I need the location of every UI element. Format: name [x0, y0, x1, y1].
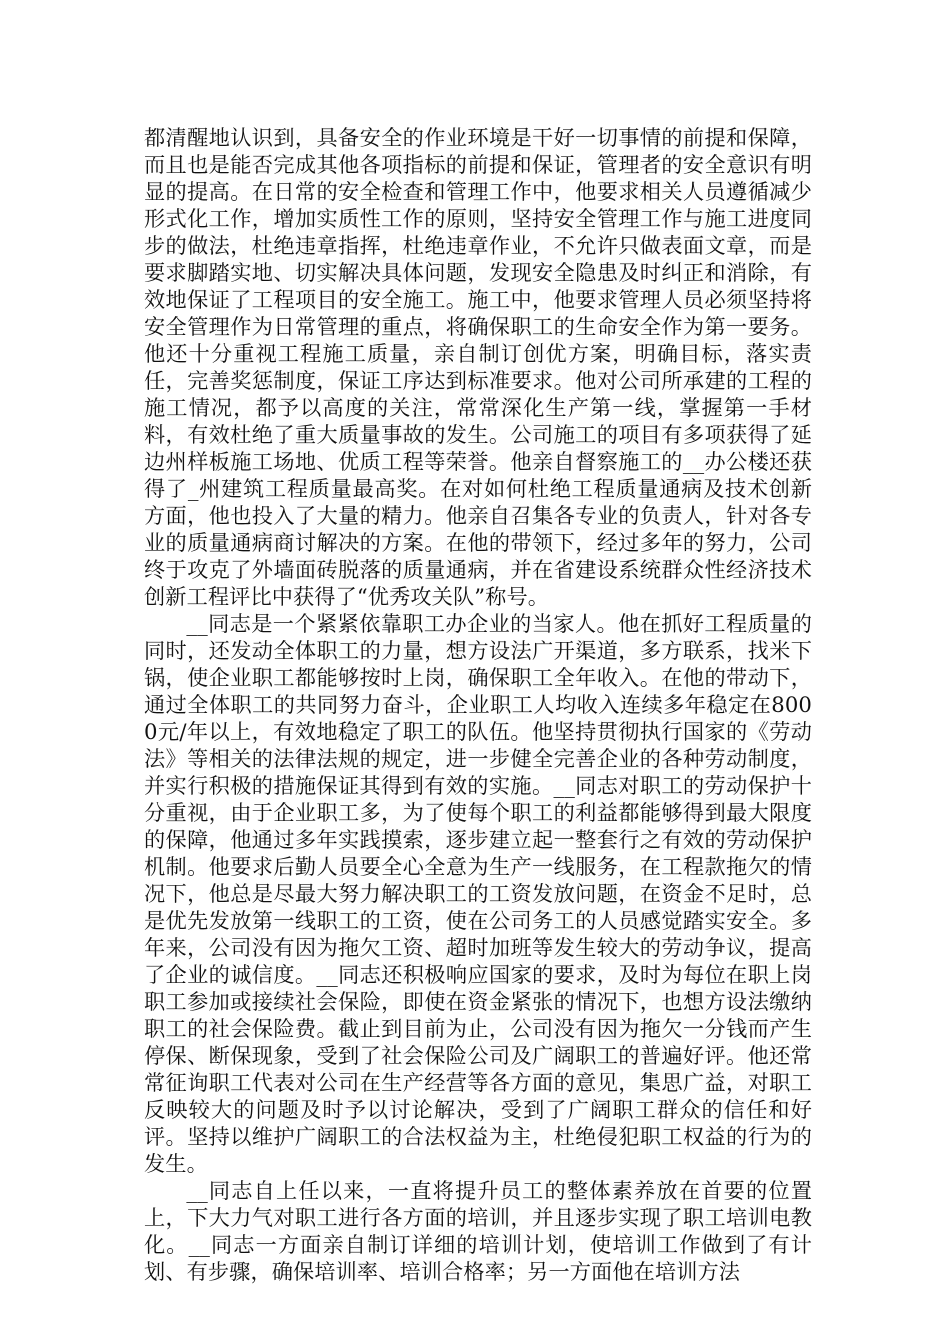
document-body	[144, 124, 812, 1285]
paragraph-training: __同志自上任以来，一直将提升员工的整体素养放在首要的位置上，下大力气对职工进行各方面的培训，并且逐步实现了职工培训电教化。__同志一方面亲自制订详细的培训计划，使培训工作做到了有计划、有步骤，确保培训率、培训合格率；另一方面他在培训方法	[144, 1178, 812, 1284]
paragraph-safety-quality: 都清醒地认识到，具备安全的作业环境是干好一切事情的前提和保障，而且也是能否完成其他各项指标的前提和保证，管理者的安全意识有明显的提高。在日常的安全检查和管理工作中，他要求相关人员遵循减少形式化工作，增加实质性工作的原则，坚持安全管理工作与施工进度同步的做法，杜绝违章指挥，杜绝违章作业，不允许只做表面文章，而是要求脚踏实地、切实解决具体问题，发现安全隐患及时纠正和消除，有效地保证了工程项目的安全施工。施工中，他要求管理人员必须坚持将安全管理作为日常管理的重点，将确保职工的生命安全作为第一要务。他还十分重视工程施工质量，亲自制订创优方案，明确目标，落实责任，完善奖惩制度，保证工序达到标准要求。他对公司所承建的工程的施工情况，都予以高度的关注，常常深化生产第一线，掌握第一手材料，有效杜绝了重大质量事故的发生。公司施工的项目有多项获得了延边州样板施工场地、优质工程等荣誉。他亲自督察施工的__办公楼还获得了_州建筑工程质量最高奖。在对如何杜绝工程质量通病及技术创新方面，他也投入了大量的精力。他亲自召集各专业的负责人，针对各专业的质量通病商讨解决的方案。在他的带领下，经过多年的努力，公司终于攻克了外墙面砖脱落的质量通病，并在省建设系统群众性经济技术创新工程评比中获得了“优秀攻关队”称号。	[144, 125, 812, 609]
paragraph-employee-welfare: __同志是一个紧紧依靠职工办企业的当家人。他在抓好工程质量的同时，还发动全体职工的力量，想方设法广开渠道，多方联系，找米下锅，使企业职工都能够按时上岗，确保职工全年收入。在他的带动下，通过全体职工的共同努力奋斗，企业职工人均收入连续多年稳定在8000元/年以上，有效地稳定了职工的队伍。他坚持贯彻执行国家的《劳动法》等相关的法律法规的规定，进一步健全完善企业的各种劳动制度，并实行积极的措施保证其得到有效的实施。__同志对职工的劳动保护十分重视，由于企业职工多，为了使每个职工的利益都能够得到最大限度的保障，他通过多年实践摸索，逐步建立起一整套行之有效的劳动保护机制。他要求后勤人员要全心全意为生产一线服务，在工程款拖欠的情况下，他总是尽最大努力解决职工的工资发放问题，在资金不足时，总是优先发放第一线职工的工资，使在公司务工的人员感觉踏实安全。多年来，公司没有因为拖欠工资、超时加班等发生较大的劳动争议，提高了企业的诚信度。__同志还积极响应国家的要求，及时为每位在职上岗职工参加或接续社会保险，即使在资金紧张的情况下，也想方设法缴纳职工的社会保险费。截止到目前为止，公司没有因为拖欠一分钱而产生停保、断保现象，受到了社会保险公司及广阔职工的普遍好评。他还常常征询职工代表对公司在生产经营等各方面的意见，集思广益，对职工反映较大的问题及时予以讨论解决，受到了广阔职工群众的信任和好评。坚持以维护广阔职工的合法权益为主，杜绝侵犯职工权益的行为的发生。	[144, 611, 812, 1176]
